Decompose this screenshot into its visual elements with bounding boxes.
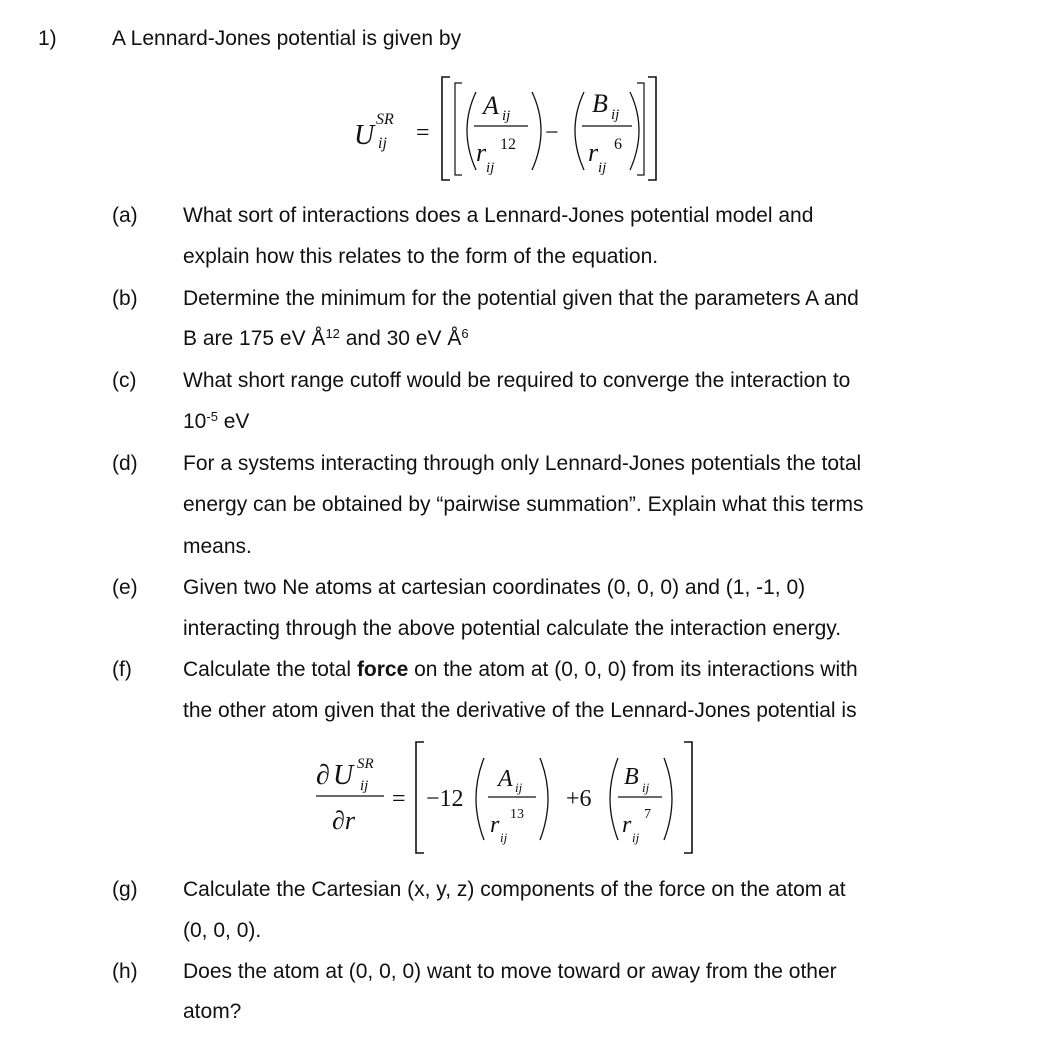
eq2-paren-b-right — [664, 758, 672, 840]
part-h-line1: Does the atom at (0, 0, 0) want to move toward or away from the other — [183, 960, 837, 983]
eq1-A: A — [483, 91, 499, 120]
eq2-U: U — [333, 760, 354, 791]
eq2-coef2: +6 — [566, 786, 592, 812]
eq1-A-sub: ij — [502, 108, 511, 124]
eq2-r-a: r — [490, 812, 500, 838]
part-g-line2: (0, 0, 0). — [183, 919, 262, 942]
eq1-equals: = — [416, 120, 430, 146]
part-e-line1: Given two Ne atoms at cartesian coordinates (0, 0, 0) and (1, -1, 0) — [183, 576, 806, 599]
part-b-line1: Determine the minimum for the potential given that the parameters A and — [183, 287, 859, 310]
question-number: 1) — [38, 27, 57, 50]
eq1-exp6: 6 — [614, 136, 622, 153]
eq1-minus: − — [545, 120, 559, 146]
eq2-partial: ∂ — [316, 760, 330, 791]
eq1-sup: SR — [376, 111, 394, 128]
part-h-line2: atom? — [183, 1000, 242, 1023]
part-f-label: (f) — [112, 658, 132, 681]
part-a-line1: What sort of interactions does a Lennard-Jones potential model and — [183, 204, 814, 227]
eq2-coef1: −12 — [426, 786, 464, 812]
eq2-r-b: r — [622, 812, 632, 838]
eq2-sup: SR — [357, 756, 374, 772]
eq2-A: A — [498, 766, 513, 792]
eq2-left-bracket — [416, 742, 424, 853]
eq2-r-a-sub: ij — [500, 830, 508, 845]
eq1-r-b: r — [588, 138, 599, 167]
eq1-sub: ij — [378, 135, 387, 152]
part-g-line1: Calculate the Cartesian (x, y, z) components of the force on the atom at — [183, 878, 846, 901]
part-c-label: (c) — [112, 369, 137, 392]
part-d-line1: For a systems interacting through only Lennard-Jones potentials the total — [183, 452, 862, 475]
eq2-equals: = — [392, 786, 406, 812]
part-e-line2: interacting through the above potential calculate the interaction energy. — [183, 617, 842, 640]
part-d-line2: energy can be obtained by “pairwise summation”. Explain what this terms — [183, 493, 864, 516]
part-e-label: (e) — [112, 576, 138, 599]
eq1-exp12: 12 — [500, 136, 516, 153]
eq1-r-a-sub: ij — [486, 160, 495, 176]
part-g-label: (g) — [112, 878, 138, 901]
eq2-sub: ij — [360, 778, 369, 794]
eq2-paren-b-left — [610, 758, 618, 840]
eq2-B: B — [624, 764, 639, 790]
eq1-r-b-sub: ij — [598, 160, 607, 176]
part-d-line3: means. — [183, 535, 252, 558]
part-c-line1: What short range cutoff would be required to converge the interaction to — [183, 369, 851, 392]
eq1-r-a: r — [476, 138, 487, 167]
eq2-paren-a-left — [476, 758, 484, 840]
part-a-label: (a) — [112, 204, 138, 227]
eq1-B-sub: ij — [611, 107, 620, 123]
eq2-r-b-sub: ij — [632, 830, 640, 845]
eq2-paren-a-right — [540, 758, 548, 840]
part-b-line2: B are 175 eV $Å^{12}$ and 30 eV $Å^6$ — [183, 326, 469, 350]
part-d-label: (d) — [112, 452, 138, 475]
part-a-line2: explain how this relates to the form of the equation. — [183, 245, 659, 268]
intro-text: A Lennard-Jones potential is given by — [112, 27, 462, 50]
eq2-den: ∂r — [332, 806, 355, 835]
part-b-label: (b) — [112, 287, 138, 310]
part-f-line2: the other atom given that the derivative of the Lennard-Jones potential is — [183, 699, 857, 722]
eq2-right-bracket — [684, 742, 692, 853]
eq2-B-sub: ij — [642, 780, 650, 795]
eq2-A-sub: ij — [515, 780, 523, 795]
part-c-line2: $10^{-5}$ eV — [183, 409, 250, 433]
eq2-exp13: 13 — [510, 807, 524, 822]
eq2-exp7: 7 — [644, 807, 651, 822]
eq1-U: U — [354, 120, 375, 151]
part-f-line1: Calculate the total force on the atom at (0, 0, 0) from its interactions with — [183, 658, 858, 681]
eq1-B: B — [592, 89, 608, 118]
part-h-label: (h) — [112, 960, 138, 983]
